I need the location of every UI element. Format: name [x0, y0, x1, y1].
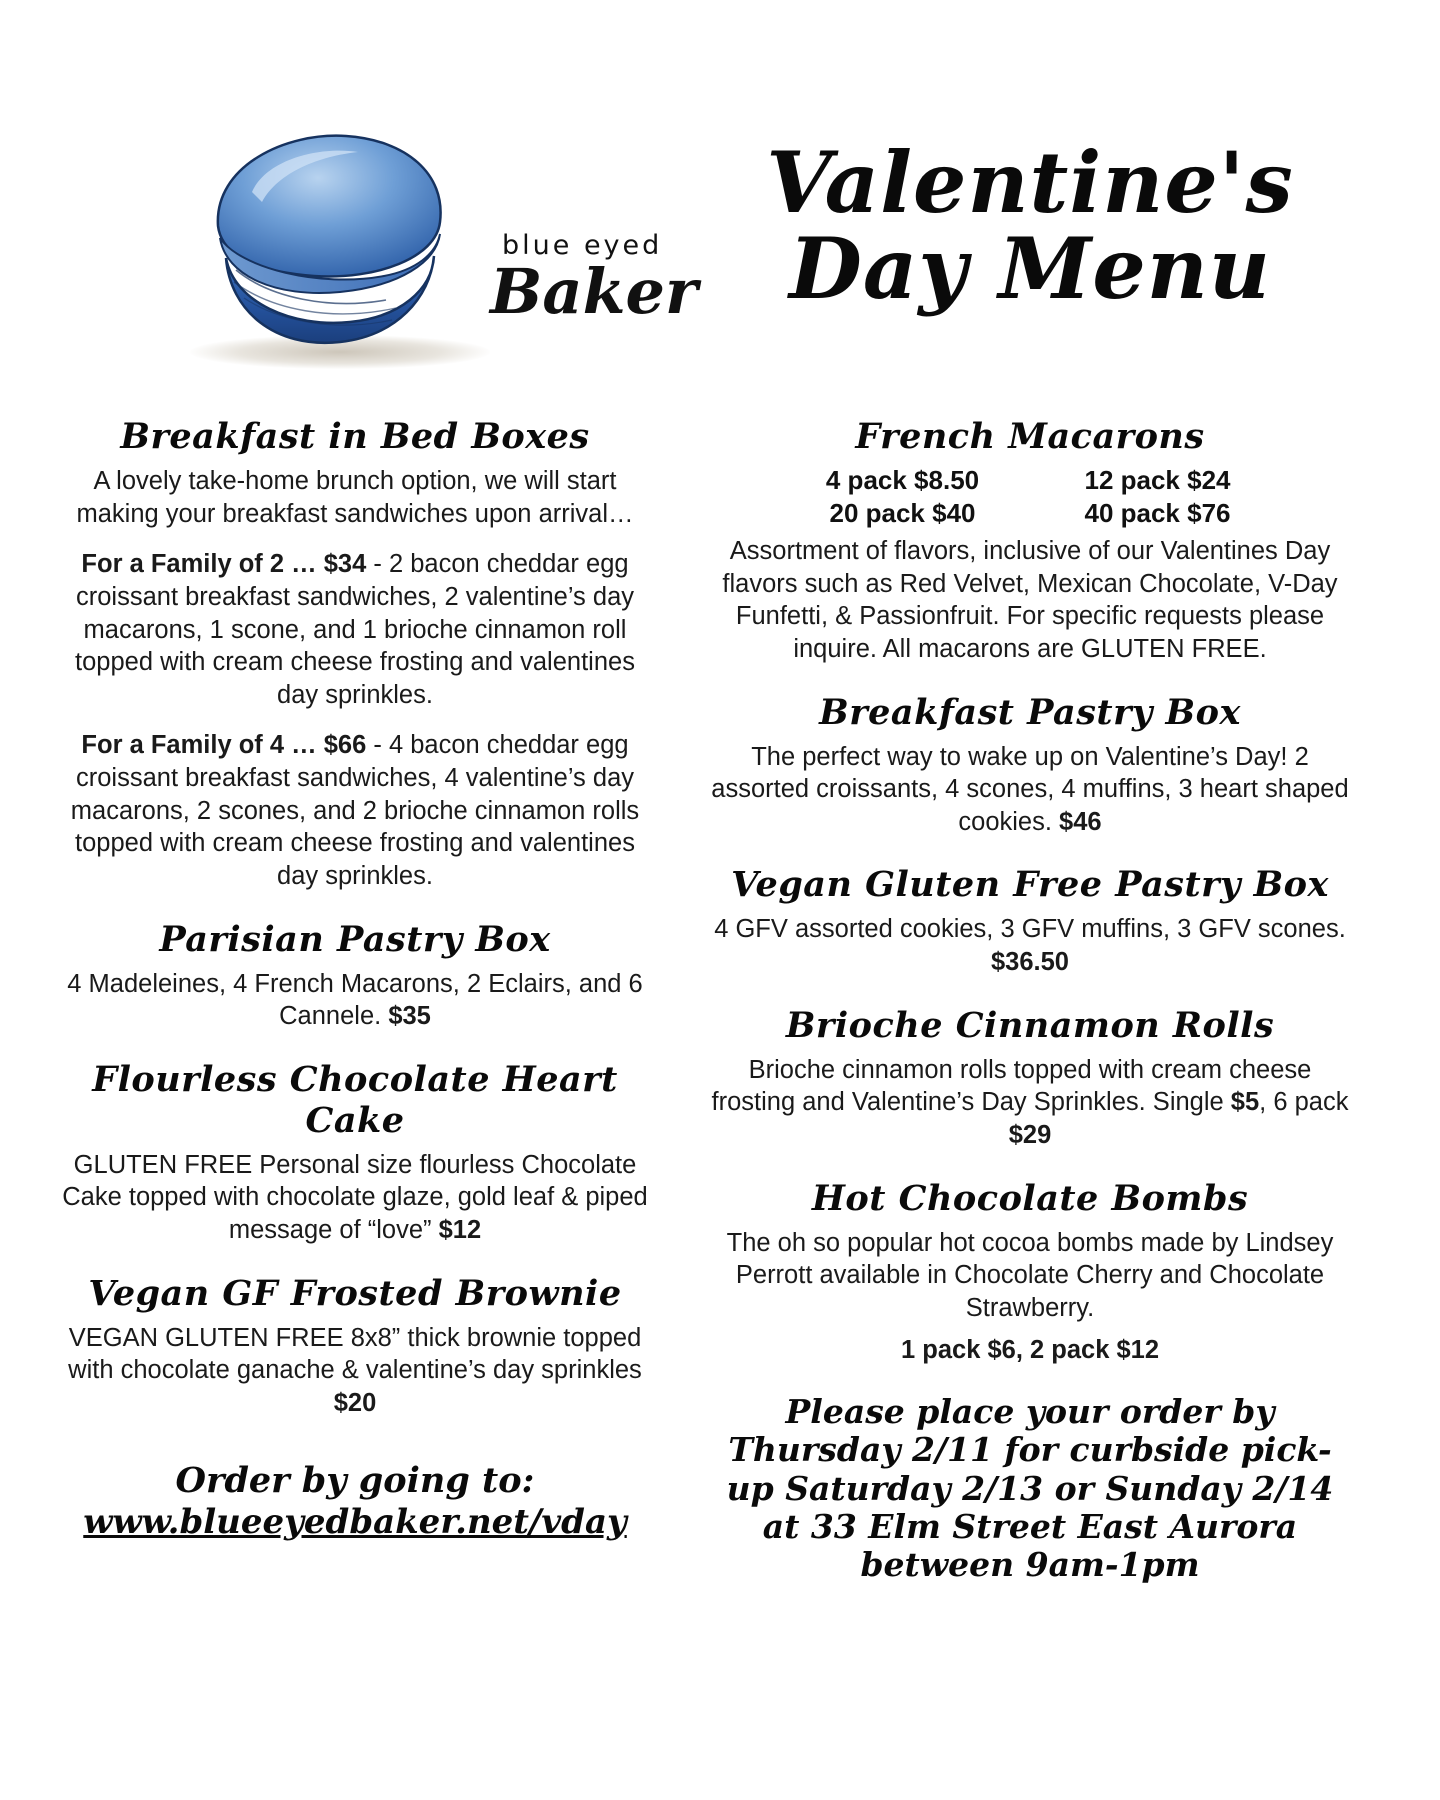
family-of-2-label: For a Family of 2 … $34 [81, 550, 367, 579]
cinnamon-rolls-text-b: , 6 pack [1259, 1088, 1349, 1117]
brownie-text: VEGAN GLUTEN FREE 8x8” thick brownie topped with chocolate ganache & valentine’s day sprinkles [68, 1323, 642, 1385]
heart-cake-text: GLUTEN FREE Personal size flourless Chocolate Cake topped with chocolate glaze, gold leaf & piped message of “love” [62, 1150, 648, 1244]
vegan-box-text: 4 GFV assorted cookies, 3 GFV muffins, 3 GFV scones. [714, 915, 1346, 944]
breakfast-boxes-intro: A lovely take-home brunch option, we will start making your breakfast sandwiches upon arrival… [76, 467, 634, 528]
brand-block [60, 40, 720, 360]
macaron-price-12pack: 12 pack $24 [1084, 465, 1231, 495]
menu-title-line-1: Valentine's [766, 133, 1294, 232]
order-url-link[interactable]: www.blueeyedbaker.net/vday [83, 1501, 627, 1542]
parisian-text: 4 Madeleines, 4 French Macarons, 2 Eclairs, and 6 Cannele. [67, 969, 643, 1031]
cinnamon-rolls-price-six: $29 [1008, 1120, 1052, 1149]
family-of-4-item [60, 729, 650, 892]
cinnamon-rolls-text-a: Brioche cinnamon rolls topped with cream cheese frosting and Valentine’s Day Sprinkles. Single [711, 1055, 1312, 1117]
heart-cake-description [60, 1149, 650, 1247]
cinnamon-rolls-description [710, 1054, 1350, 1152]
family-of-2-text: - 2 bacon cheddar egg croissant breakfast sandwiches, 2 valentine’s day macarons, 1 scone, and 1 brioche cinnamon roll topped with cream cheese frosting and valentines day sprinkles. [75, 550, 635, 709]
vegan-pastry-box-description [710, 913, 1350, 978]
order-cta-line: Order by going to: [175, 1459, 535, 1501]
page-title [720, 133, 1340, 318]
pastry-box-price: $46 [1059, 807, 1102, 836]
hot-chocolate-description: The oh so popular hot cocoa bombs made by Lindsey Perrott available in Chocolate Cherry and Chocolate Strawberry. [726, 1228, 1334, 1322]
section-title-vegan-gf-pastry-box: Vegan Gluten Free Pastry Box [731, 864, 1329, 906]
pastry-box-text: The perfect way to wake up on Valentine’s Day! 2 assorted croissants, 4 scones, 4 muffins, 3 heart shaped cookies. [711, 742, 1349, 836]
menu-header [60, 40, 1380, 400]
brand-wordmark [490, 230, 750, 328]
cinnamon-rolls-price-single: $5 [1230, 1088, 1260, 1117]
breakfast-pastry-box-description [710, 741, 1350, 839]
left-column [60, 410, 650, 1584]
vegan-box-price: $36.50 [991, 948, 1069, 976]
menu-title-block [720, 40, 1380, 318]
section-title-brioche-cinnamon-rolls: Brioche Cinnamon Rolls [785, 1004, 1275, 1046]
macaron-price-4pack: 4 pack $8.50 [825, 465, 980, 495]
section-title-breakfast-boxes: Breakfast in Bed Boxes [120, 416, 590, 457]
section-title-vegan-gf-brownie: Vegan GF Frosted Brownie [88, 1272, 622, 1314]
menu-title-line-2: Day Menu [789, 218, 1271, 318]
hot-chocolate-prices: 1 pack $6, 2 pack $12 [900, 1336, 1160, 1365]
section-title-breakfast-pastry-box: Breakfast Pastry Box [819, 691, 1241, 733]
parisian-price: $35 [388, 1002, 431, 1031]
macaron-description: Assortment of flavors, inclusive of our Valentines Day flavors such as Red Velvet, Mexican Chocolate, V-Day Funfetti, & Passionfruit. For specific requests please inquire. All macarons are GLUTEN FREE. [722, 537, 1338, 663]
section-title-hot-chocolate-bombs: Hot Chocolate Bombs [811, 1177, 1249, 1219]
section-title-parisian-pastry-box: Parisian Pastry Box [159, 918, 551, 960]
brand-name-big: Baker [490, 255, 698, 328]
heart-cake-price: $12 [438, 1216, 482, 1244]
family-of-2-item [60, 548, 650, 711]
macaron-price-grid [780, 465, 1280, 529]
macaron-price-40pack: 40 pack $76 [1084, 498, 1231, 528]
family-of-4-text: - 4 bacon cheddar egg croissant breakfast sandwiches, 4 valentine’s day macarons, 2 scones, and 2 brioche cinnamon rolls topped with cream cheese frosting and valentines day sprinkles. [70, 731, 640, 890]
section-title-french-macarons: French Macarons [855, 416, 1205, 457]
family-of-4-label: For a Family of 4 … $66 [81, 731, 367, 760]
brownie-description [60, 1322, 650, 1420]
menu-columns [60, 410, 1380, 1584]
brownie-price: $20 [333, 1388, 377, 1417]
macaron-price-20pack: 20 pack $40 [829, 498, 976, 528]
order-deadline-note: Please place your order by Thursday 2/11 for curbside pick-up Saturday 2/13 or Sunday 2/14 at 33 Elm Street East Aurora between 9am-1pm [726, 1392, 1334, 1585]
order-cta [60, 1460, 650, 1543]
logo-wrap [150, 80, 698, 360]
right-column [710, 410, 1350, 1584]
brand-name-small: blue eyed [502, 230, 663, 261]
blue-macaron-icon [200, 130, 460, 360]
section-title-flourless-heart-cake: Flourless Chocolate Heart Cake [92, 1058, 618, 1141]
parisian-pastry-box-description [60, 968, 650, 1033]
